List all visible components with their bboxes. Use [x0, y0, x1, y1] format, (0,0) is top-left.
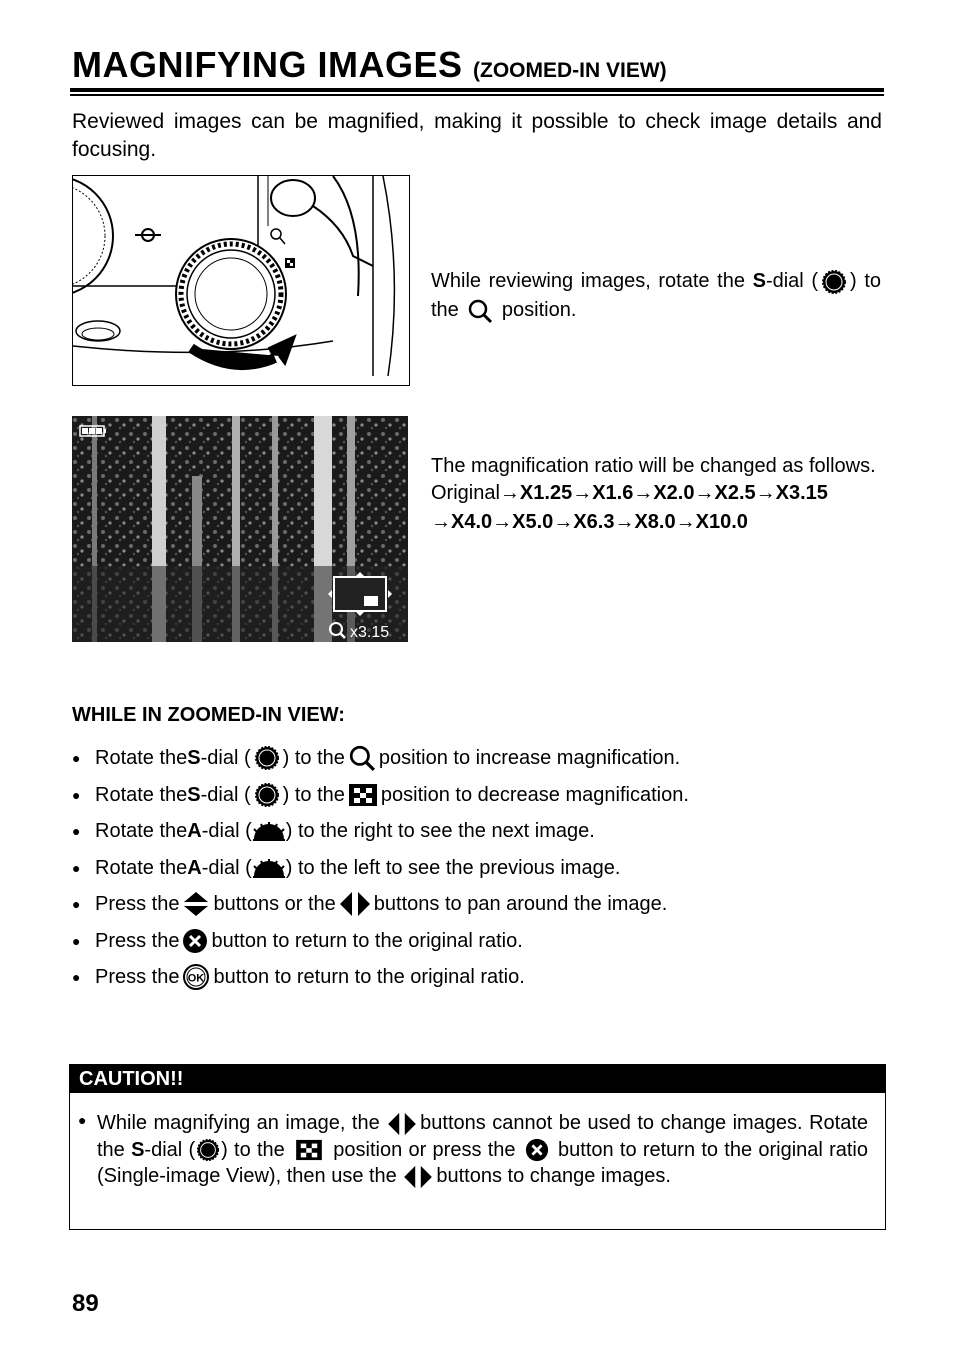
- item-text: Rotate the: [95, 820, 188, 843]
- step1-instruction: [431, 267, 881, 325]
- arrow: →: [431, 511, 451, 533]
- svg-text:OK: OK: [188, 972, 205, 985]
- item-text: Press the: [95, 893, 180, 916]
- bullet-dot: ●: [72, 750, 81, 767]
- gear-dial-icon: [821, 269, 847, 295]
- gear-dial-icon: [195, 1138, 221, 1162]
- item-text: Press the: [95, 966, 180, 989]
- ratio-item: X6.3: [573, 511, 615, 533]
- arrow: →: [675, 511, 696, 533]
- checker-index-icon: [348, 783, 378, 807]
- list-item: [72, 740, 892, 777]
- caution-text-part: While magnifying an image, the: [97, 1112, 387, 1134]
- item-bold: S: [187, 747, 201, 770]
- caution-text-part: button to return to the original ratio (Single-image View), then use the: [97, 1138, 868, 1187]
- ratio-item: X1.6: [592, 482, 634, 504]
- left-right-arrows-icon: [339, 891, 371, 917]
- caution-text-part: ) to the: [221, 1138, 292, 1161]
- title-main: MAGNIFYING IMAGES: [72, 44, 463, 85]
- up-down-arrows-icon: [182, 891, 210, 917]
- bullet-dot: ●: [72, 932, 81, 949]
- item-text: button to return to the original ratio.: [211, 929, 523, 952]
- caution-s-bold: S: [131, 1138, 145, 1161]
- item-text: Press the: [95, 929, 180, 952]
- step1-text-d: position.: [496, 299, 577, 321]
- item-text: ) to the left to see the previous image.: [285, 856, 621, 879]
- camera-dial-drawing: [73, 176, 410, 386]
- item-text: -dial (: [200, 747, 251, 770]
- arrow: →: [755, 482, 776, 504]
- bullet-dot: ●: [72, 969, 81, 986]
- step1-s-bold: S: [752, 270, 766, 292]
- magnifier-icon: [348, 744, 376, 772]
- item-text: Rotate the: [95, 856, 188, 879]
- intro-paragraph: Reviewed images can be magnified, making it possible to check image details and focusing.: [72, 110, 882, 161]
- list-item: [72, 850, 892, 887]
- zoom-section-heading: WHILE IN ZOOMED-IN VIEW:: [72, 704, 345, 726]
- item-text: buttons to pan around the image.: [373, 893, 668, 916]
- lcd-zoomed-image: [72, 416, 408, 642]
- item-bold: S: [187, 783, 201, 806]
- bullet-dot: ●: [72, 859, 81, 876]
- item-text: -dial (: [201, 820, 252, 843]
- item-bold: A: [187, 820, 202, 843]
- zoom-navigator: [328, 572, 392, 616]
- ratio-item: X2.5: [714, 482, 756, 504]
- caution-text-part: buttons to change images.: [436, 1165, 671, 1187]
- cancel-x-icon: [525, 1138, 549, 1162]
- item-text: position to decrease magnification.: [380, 783, 689, 806]
- caution-text-part: -dial (: [144, 1138, 196, 1161]
- step1-text-b: -dial (: [765, 270, 819, 292]
- arrow: →: [572, 482, 593, 504]
- step2-instruction: [431, 453, 881, 537]
- item-text: Rotate the: [95, 783, 188, 806]
- magnifier-icon: [467, 298, 493, 324]
- arrow: →: [499, 482, 520, 504]
- list-item: [72, 777, 892, 814]
- item-text: -dial (: [200, 783, 251, 806]
- item-text: buttons or the: [213, 893, 336, 916]
- item-text: position to increase magnification.: [378, 747, 681, 770]
- zoom-bullet-list: [72, 740, 892, 996]
- title-subtitle: (ZOOMED-IN VIEW): [473, 59, 667, 82]
- a-dial-icon: [252, 858, 286, 878]
- ratio-item: X8.0: [634, 511, 676, 533]
- arrow: →: [614, 511, 635, 533]
- page-title: [72, 44, 667, 86]
- page-number: 89: [72, 1290, 99, 1317]
- list-item: [72, 886, 892, 923]
- item-text: -dial (: [201, 856, 252, 879]
- step1-text-c: ) to the: [431, 270, 882, 321]
- arrow: →: [633, 482, 654, 504]
- cancel-x-icon: [182, 928, 208, 954]
- checker-index-icon: [294, 1139, 324, 1161]
- arrow: →: [694, 482, 715, 504]
- left-right-arrows-icon: [386, 1112, 418, 1136]
- step2-text: The magnification ratio will be changed as follows.: [431, 455, 876, 477]
- ratio-sequence-line1: [431, 479, 881, 508]
- ratio-item: X2.0: [653, 482, 695, 504]
- caution-heading: CAUTION!!: [69, 1064, 886, 1093]
- ratio-item: X5.0: [512, 511, 554, 533]
- ratio-item: X10.0: [695, 511, 748, 533]
- forest-photo: [72, 416, 408, 642]
- a-dial-icon: [252, 821, 286, 841]
- item-text: ) to the: [282, 747, 345, 770]
- gear-dial-icon: [254, 782, 280, 808]
- ratio-sequence-line2: [431, 508, 881, 537]
- caution-text-part: buttons cannot be used to change images. Rotate the: [97, 1112, 868, 1161]
- ratio-item: X3.15: [775, 482, 828, 504]
- ratio-original: Original: [431, 482, 500, 504]
- ok-icon: [182, 963, 210, 991]
- caution-text: [97, 1110, 868, 1190]
- bullet-dot: ●: [72, 786, 81, 803]
- list-item: [72, 813, 892, 850]
- item-text: ) to the: [282, 783, 345, 806]
- list-item: [72, 923, 892, 960]
- title-rule-thick: [70, 88, 884, 92]
- arrow: →: [492, 511, 513, 533]
- gear-dial-icon: [254, 745, 280, 771]
- item-text: Rotate the: [95, 747, 188, 770]
- title-rule-thin: [70, 94, 884, 96]
- item-bold: A: [187, 856, 202, 879]
- camera-dial-illustration: [72, 175, 410, 386]
- item-text: button to return to the original ratio.: [213, 966, 525, 989]
- bullet-dot: ●: [72, 823, 81, 840]
- zoom-ratio-readout: x3.15: [350, 624, 390, 641]
- left-right-arrows-icon: [402, 1165, 434, 1189]
- ratio-item: X1.25: [519, 482, 573, 504]
- caution-text-part: position or press the: [327, 1138, 522, 1161]
- bullet-dot: ●: [72, 896, 81, 913]
- ratio-item: X4.0: [451, 511, 493, 533]
- item-text: ) to the right to see the next image.: [285, 820, 595, 843]
- step1-text-a: While reviewing images, rotate the: [431, 270, 753, 292]
- arrow: →: [553, 511, 574, 533]
- caution-bullet-dot: ●: [78, 1112, 87, 1128]
- list-item: [72, 959, 892, 996]
